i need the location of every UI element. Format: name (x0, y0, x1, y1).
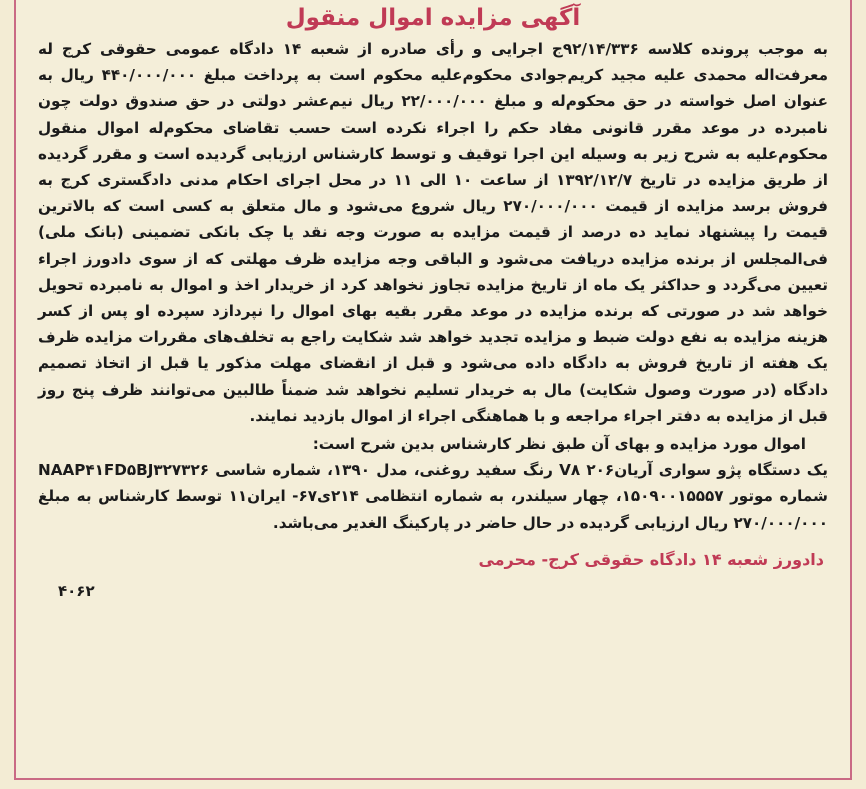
items-intro: اموال مورد مزایده و بهای آن طبق نظر کارشناس بدین شرح است: (312, 435, 806, 454)
signature: دادورز شعبه ۱۴ دادگاه حقوقی کرج- محرمی (478, 549, 824, 569)
auction-notice (14, 0, 852, 780)
item-description: یک دستگاه پژو سواری آریان۲۰۶ V۸ رنگ سفید روغنی، مدل ۱۳۹۰، شماره شاسی NAAP۴۱FD۵BJ۳۲۷۳۲۶ شماره موتور ۱۵۰۹۰۰۱۵۵۵۷، چهار سیلندر، به شماره انتظامی ۲۱۴ی۶۷- ایران۱۱ توسط کارشناس به مبلغ ۲۷۰/۰۰۰/۰۰۰ ریال ارزیابی گردیده در حال حاضر در پارکینگ الغدیر می‌باشد. (38, 461, 828, 532)
notice-title: آگهی مزایده اموال منقول (285, 5, 581, 31)
notice-body: به موجب پرونده کلاسه ۹۲/۱۴/۳۳۶ج اجرایی و رأی صادره از شعبه ۱۴ دادگاه عمومی حقوقی کرج له معرفت‌اله محمدی علیه مجید کریم‌جوادی محکوم‌علیه محکوم است به پرداخت مبلغ ۴۴۰/۰۰۰/۰۰۰ ریال به عنوان اصل خواسته در حق محکوم‌له و مبلغ ۲۲/۰۰۰/۰۰۰ ریال نیم‌عشر دولتی در حق صندوق دولت چون نامبرده در موعد مقرر قانونی مفاد حکم را اجراء نکرده است حسب تقاضای محکوم‌له اموال منقول محکوم‌علیه به شرح زیر به وسیله این اجرا توقیف و توسط کارشناس ارزیابی گردیده است و مقرر گردیده از طریق مزایده در تاریخ ۱۳۹۲/۱۲/۷ از ساعت ۱۰ الی ۱۱ در محل اجرای احکام مدنی دادگستری کرج به فروش برسد مزایده از قیمت ۲۷۰/۰۰۰/۰۰۰ ریال شروع می‌شود و مال متعلق به کسی است که بالاترین قیمت را پیشنهاد نماید ده درصد از قیمت مزایده به صورت وجه نقد یا چک بانکی تضمینی (بانک ملی) فی‌المجلس از برنده مزایده دریافت می‌شود و الباقی وجه مزایده ظرف مهلتی که از سوی دادورز اجراء تعیین می‌گردد و حداکثر یک ماه از تاریخ مزایده تجاوز نخواهد کرد از خریدار اخذ و اموال به نامبرده تحویل خواهد شد در صورتی که برنده مزایده در موعد مقرر بقیه بهای اموال را نپردازد سپرده او پس از کسر هزینه مزایده به نفع دولت ضبط و مزایده تجدید خواهد شد شکایت راجع به تخلف‌های مقررات مزایده ظرف یک هفته از تاریخ فروش به دادگاه داده می‌شود و قبل از انقضای مهلت مذکور یا قبل از اتخاذ تصمیم دادگاه (در صورت وصول شکایت) مال به خریدار تسلیم نخواهد شد ضمناً طالبین می‌توانند ظرف پنج روز قبل از مزایده به دفتر اجراء مراجعه و با هماهنگی اجراء از اموال بازدید نمایند. (38, 40, 829, 425)
reference-number: ۴۰۶۲ (58, 581, 95, 600)
